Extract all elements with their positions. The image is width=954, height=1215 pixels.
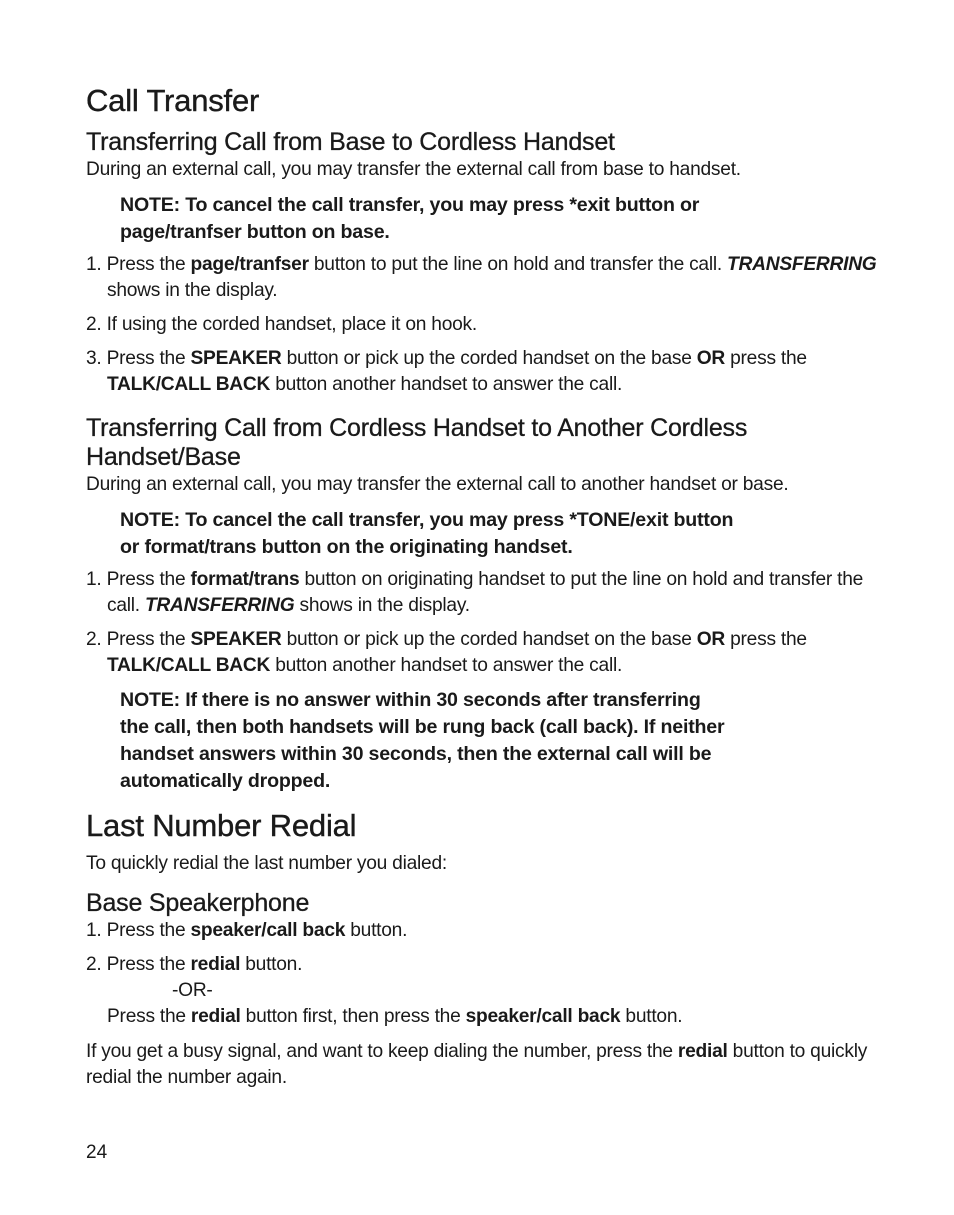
- alternative-step: [86, 1004, 886, 1030]
- busy-signal-tip: [86, 1039, 886, 1091]
- button-name: TALK/CALL BACK: [107, 655, 271, 676]
- step-2-base-speakerphone: [86, 952, 886, 978]
- step-text: 2. Press the: [86, 954, 191, 975]
- step-text: button or pick up the corded handset on the base: [281, 348, 697, 369]
- step-1-base-to-handset: [86, 252, 886, 304]
- step-text: button.: [240, 954, 303, 975]
- display-text: TRANSFERRING: [727, 254, 877, 275]
- step-text: press the: [725, 348, 807, 369]
- subsection-heading-handset-to-handset: [86, 414, 886, 472]
- note-line: NOTE: To cancel the call transfer, you may press *exit button or: [120, 194, 700, 216]
- note-line: NOTE: If there is no answer within 30 seconds after transferring: [120, 689, 701, 711]
- section-title-call-transfer: Call Transfer: [86, 83, 260, 118]
- step-text: button to quickly redial the number again.: [86, 1041, 868, 1088]
- section-title-last-number-redial: Last Number Redial: [86, 808, 357, 843]
- button-name: SPEAKER: [190, 348, 282, 369]
- button-name: speaker/call back: [190, 920, 346, 941]
- button-name: SPEAKER: [190, 629, 282, 650]
- emphasis-or: OR: [696, 629, 726, 650]
- step-text: button or pick up the corded handset on the base: [281, 629, 697, 650]
- step-text: button on originating handset to put the line on hold and transfer the call.: [107, 569, 864, 616]
- step-3-base-to-handset: [86, 346, 886, 398]
- step-text: button.: [620, 1006, 683, 1027]
- intro-last-number-redial: To quickly redial the last number you dialed:: [86, 853, 447, 874]
- note-line: page/tranfser button on base.: [120, 221, 390, 243]
- step-1-handset-to-handset: [86, 567, 886, 619]
- heading-line: Transferring Call from Cordless Handset to Another Cordless: [86, 414, 748, 442]
- page-number: 24: [86, 1142, 108, 1163]
- button-name: redial: [190, 954, 241, 975]
- intro-handset-to-handset: During an external call, you may transfer the external call to another handset or base.: [86, 474, 789, 495]
- button-name: format/trans: [190, 569, 300, 590]
- subsection-heading-base-to-handset: Transferring Call from Base to Cordless Handset: [86, 128, 615, 156]
- step-2-base-to-handset: 2. If using the corded handset, place it on hook.: [86, 314, 477, 335]
- note-cancel-transfer-handset: [120, 507, 886, 561]
- step-1-base-speakerphone: [86, 918, 886, 944]
- step-text: 3. Press the: [86, 348, 191, 369]
- step-text: shows in the display.: [107, 280, 278, 301]
- step-text: button to put the line on hold and transfer the call.: [308, 254, 728, 275]
- note-line: NOTE: To cancel the call transfer, you may press *TONE/exit button: [120, 509, 734, 531]
- manual-page: [86, 82, 886, 1091]
- emphasis-or: OR: [696, 348, 726, 369]
- step-text: button.: [345, 920, 408, 941]
- button-name: speaker/call back: [465, 1006, 621, 1027]
- step-text: button another handset to answer the call.: [270, 655, 623, 676]
- button-name: page/tranfser: [190, 254, 309, 275]
- intro-base-to-handset: During an external call, you may transfer the external call from base to handset.: [86, 159, 741, 180]
- button-name: redial: [677, 1041, 728, 1062]
- display-text: TRANSFERRING: [144, 595, 295, 616]
- step-text: 1. Press the: [86, 254, 191, 275]
- step-text: 1. Press the: [86, 569, 191, 590]
- step-text: 2. Press the: [86, 629, 191, 650]
- button-name: TALK/CALL BACK: [107, 374, 271, 395]
- button-name: redial: [190, 1006, 241, 1027]
- or-separator: -OR-: [172, 980, 213, 1001]
- step-text: button another handset to answer the call.: [270, 374, 623, 395]
- step-text: If you get a busy signal, and want to keep dialing the number, press the: [86, 1041, 678, 1062]
- step-2-handset-to-handset: [86, 627, 886, 679]
- subsection-heading-base-speakerphone: Base Speakerphone: [86, 889, 310, 917]
- step-text: press the: [725, 629, 807, 650]
- note-no-answer: [120, 687, 886, 795]
- note-cancel-transfer-base: [120, 192, 886, 246]
- step-text: button first, then press the: [240, 1006, 466, 1027]
- step-text: 1. Press the: [86, 920, 191, 941]
- note-line: or format/trans button on the originating handset.: [120, 536, 573, 558]
- step-text: shows in the display.: [294, 595, 470, 616]
- note-line: automatically dropped.: [120, 770, 331, 792]
- heading-line: Handset/Base: [86, 443, 241, 471]
- note-line: handset answers within 30 seconds, then the external call will be: [120, 743, 712, 765]
- note-line: the call, then both handsets will be rung back (call back). If neither: [120, 716, 725, 738]
- step-text: Press the: [107, 1006, 191, 1027]
